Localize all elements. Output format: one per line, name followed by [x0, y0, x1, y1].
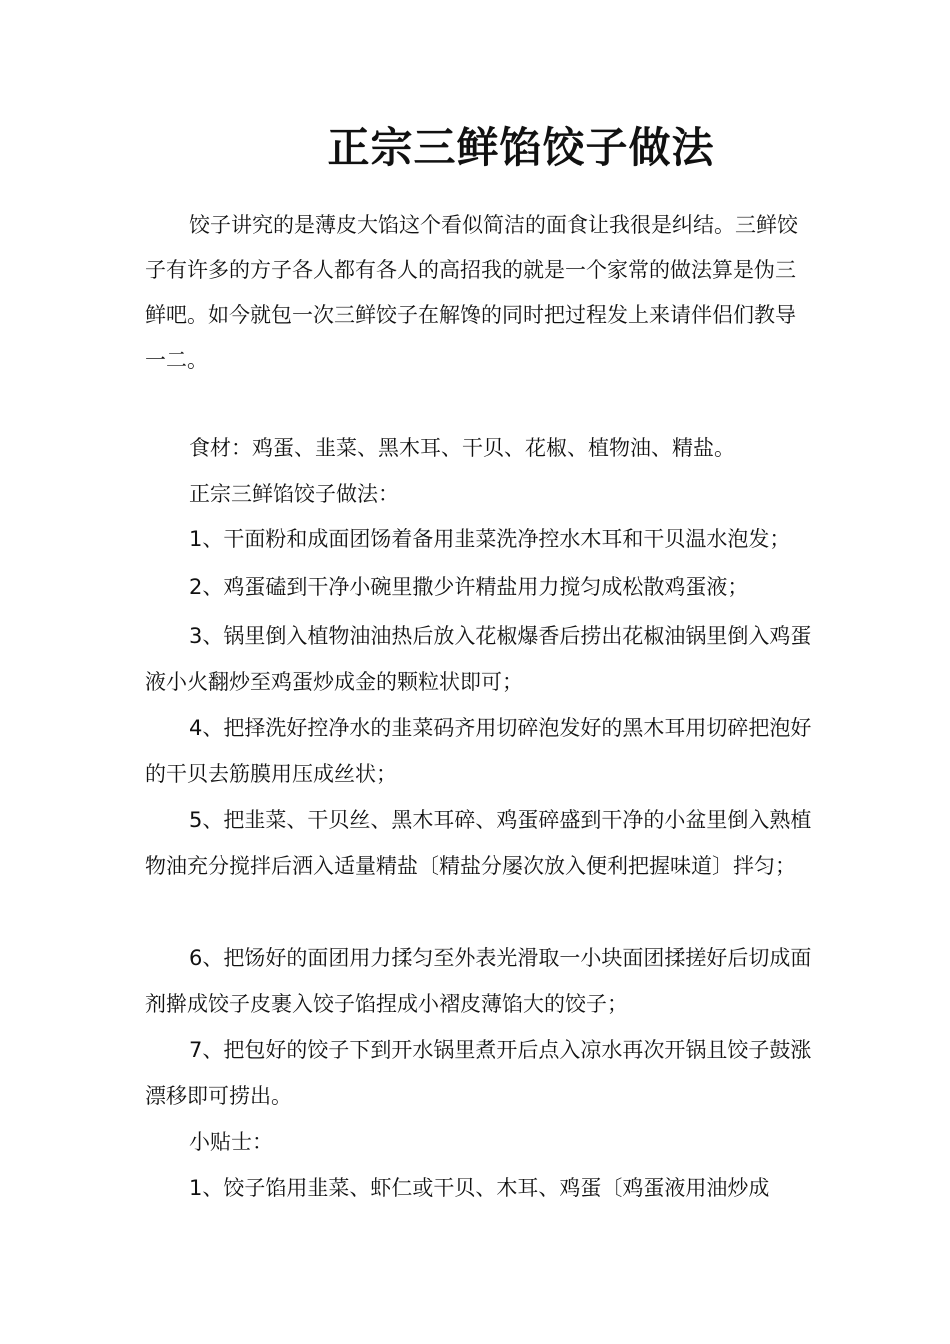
tip-item: 1、饺子馅用韭菜、虾仁或干贝、木耳、鸡蛋〔鸡蛋液用油炒成	[189, 1176, 770, 1200]
step-item: 3、锅里倒入植物油油热后放入花椒爆香后捞出花椒油锅里倒入鸡蛋液小火翻炒至鸡蛋炒成金的颗粒状即可；	[145, 624, 812, 694]
step-item: 7、把包好的饺子下到开水锅里煮开后点入凉水再次开锅且饺子鼓涨漂移即可捞出。	[145, 1038, 812, 1108]
step-item: 5、把韭菜、干贝丝、黑木耳碎、鸡蛋碎盛到干净的小盆里倒入熟植物油充分搅拌后洒入适量精盐〔精盐分屡次放入便利把握味道〕拌匀；	[145, 808, 812, 878]
step-item: 6、把饧好的面团用力揉匀至外表光滑取一小块面团揉搓好后切成面剂擀成饺子皮裹入饺子馅捏成小褶皮薄馅大的饺子；	[145, 946, 812, 1016]
step-item: 2、鸡蛋磕到干净小碗里撒少许精盐用力搅匀成松散鸡蛋液；	[189, 575, 749, 599]
step-item: 1、干面粉和成面团饧着备用韭菜洗净控水木耳和干贝温水泡发；	[189, 527, 791, 551]
ingredients-line: 食材：鸡蛋、韭菜、黑木耳、干贝、花椒、植物油、精盐。	[189, 436, 735, 460]
intro-paragraph: 饺子讲究的是薄皮大馅这个看似简洁的面食让我很是纠结。三鲜饺子有许多的方子各人都有各人的高招我的就是一个家常的做法算是伪三鲜吧。如今就包一次三鲜饺子在解馋的同时把过程发上来请伴侣们教导一二。	[145, 213, 798, 372]
tips-heading: 小贴士：	[189, 1130, 273, 1154]
method-heading: 正宗三鲜馅饺子做法：	[189, 482, 399, 506]
step-item: 4、把择洗好控净水的韭菜码齐用切碎泡发好的黑木耳用切碎把泡好的干贝去筋膜用压成丝状；	[145, 716, 812, 786]
document-title: 正宗三鲜馅饺子做法	[327, 123, 715, 172]
